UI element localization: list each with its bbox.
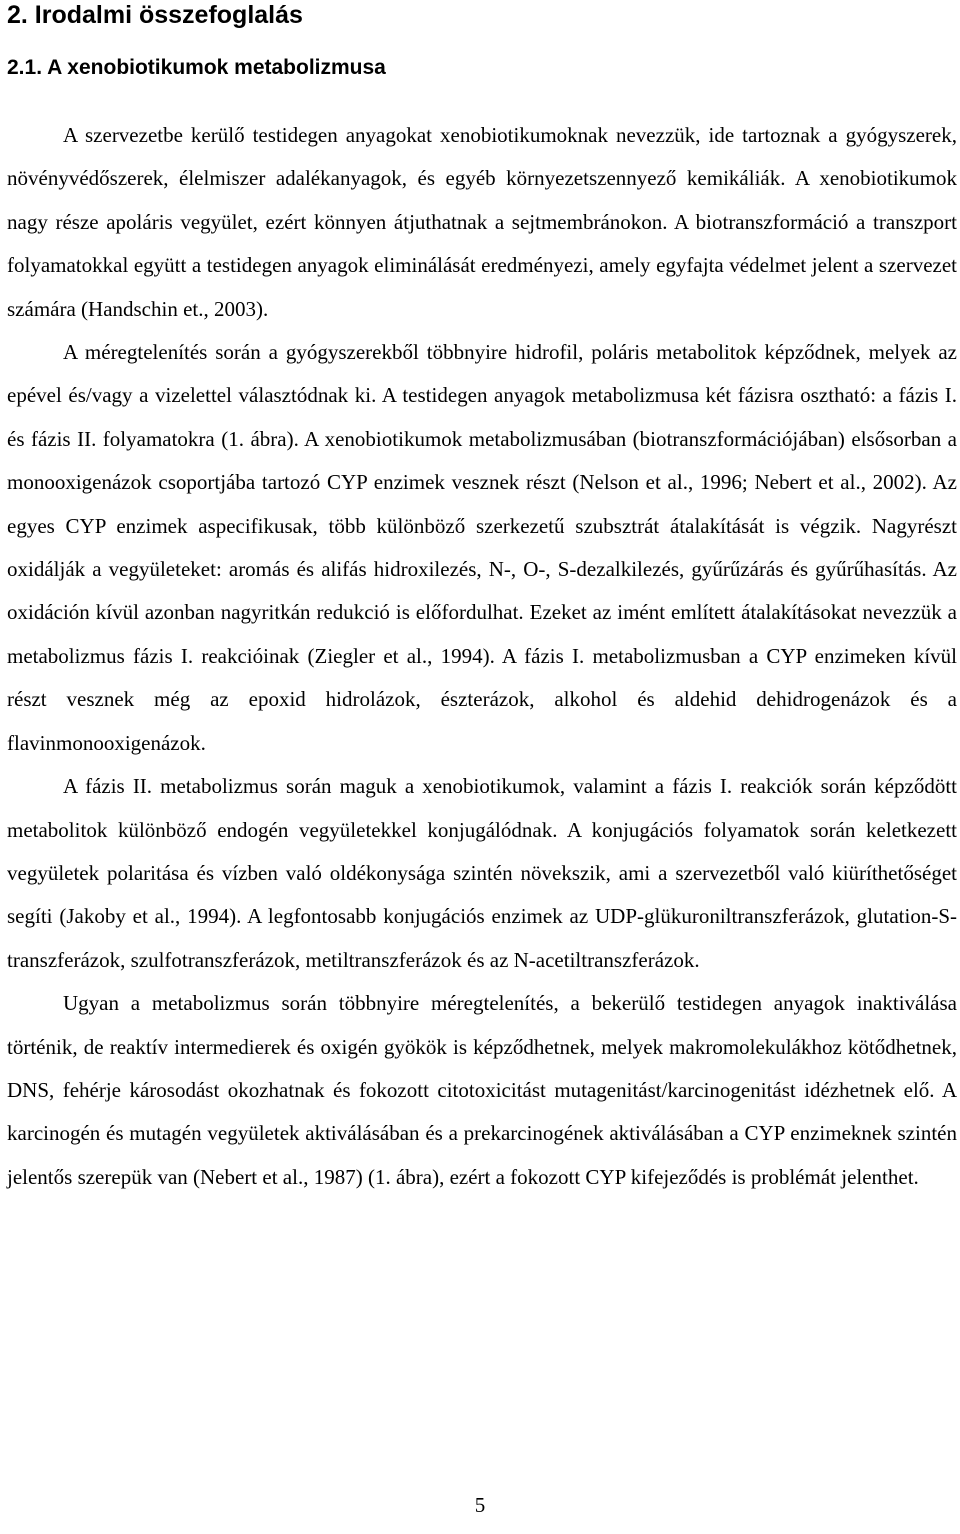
paragraph-1: A szervezetbe kerülő testidegen anyagokat xenobiotikumoknak nevezzük, ide tartoznak a gyógyszerek, növényvédőszerek, élelmiszer adalékanyagok, és egyéb környezetszennyező kemikáliák. A xenobiotikumok nagy része apoláris vegyület, ezért könnyen átjuthatnak a sejtmembránokon. A biotranszformáció a transzport folyamatokkal együtt a testidegen anyagok eliminálását eredményezi, amely egyfajta védelmet jelent a szervezet számára (Handschin et., 2003). [7,123,957,321]
section-heading: 2.1. A xenobiotikumok metabolizmusa [7,56,386,79]
paragraph-4: Ugyan a metabolizmus során többnyire méregtelenítés, a bekerülő testidegen anyagok inaktiválása történik, de reaktív intermedierek és oxigén gyökök is képződhetnek, melyek makromolekulákhoz kötődhetnek, DNS, fehérje károsodást okozhatnak és fokozott citotoxicitást mutagenitást/karcinogenitást idézhetnek elő. A karcinogén és mutagén vegyületek aktiválásában és a prekarcinogének aktiválásában a CYP enzimeknek szintén jelentős szerepük van (Nebert et al., 1987) (1. ábra), ezért a fokozott CYP kifejeződés is problémát jelenthet. [7,991,957,1189]
page-number: 5 [474,1493,486,1517]
chapter-heading: 2. Irodalmi összefoglalás [7,1,303,29]
paragraph-2: A méregtelenítés során a gyógyszerekből többnyire hidrofil, poláris metabolitok képződnek, melyek az epével és/vagy a vizelettel választódnak ki. A testidegen anyagok metabolizmusa két fázisra osztható: a fázis I. és fázis II. folyamatokra (1. ábra). A xenobiotikumok metabolizmusában (biotranszformációjában) elsősorban a monooxigenázok csoportjába tartozó CYP enzimek vesznek részt (Nelson et al., 1996; Nebert et al., 2002). Az egyes CYP enzimek aspecifikusak, több különböző szerkezetű szubsztrát átalakítását is végzik. Nagyrészt oxidálják a vegyületeket: aromás és alifás hidroxilezés, N-, O-, S-dezalkilezés, gyűrűzárás és gyűrűhasítás. Az oxidáción kívül azonban nagyritkán redukció is előfordulhat. Ezeket az imént említett átalakításokat nevezzük a metabolizmus fázis I. reakcióinak (Ziegler et al., 1994). A fázis I. metabolizmusban a CYP enzimeken kívül részt vesznek még az epoxid hidrolázok, észterázok, alkohol és aldehid dehidrogenázok és a flavinmonooxigenázok. [7,340,957,755]
body-text [7,114,957,1199]
paragraph-3: A fázis II. metabolizmus során maguk a xenobiotikumok, valamint a fázis I. reakciók során képződött metabolitok különböző endogén vegyületekkel konjugálódnak. A konjugációs folyamatok során keletkezett vegyületek polaritása és vízben való oldékonysága szintén növekszik, ami a szervezetből való kiüríthetőséget segíti (Jakoby et al., 1994). A legfontosabb konjugációs enzimek az UDP-glükuroniltranszferázok, glutation-S-transzferázok, szulfotranszferázok, metiltranszferázok és az N-acetiltranszferázok. [7,774,957,972]
